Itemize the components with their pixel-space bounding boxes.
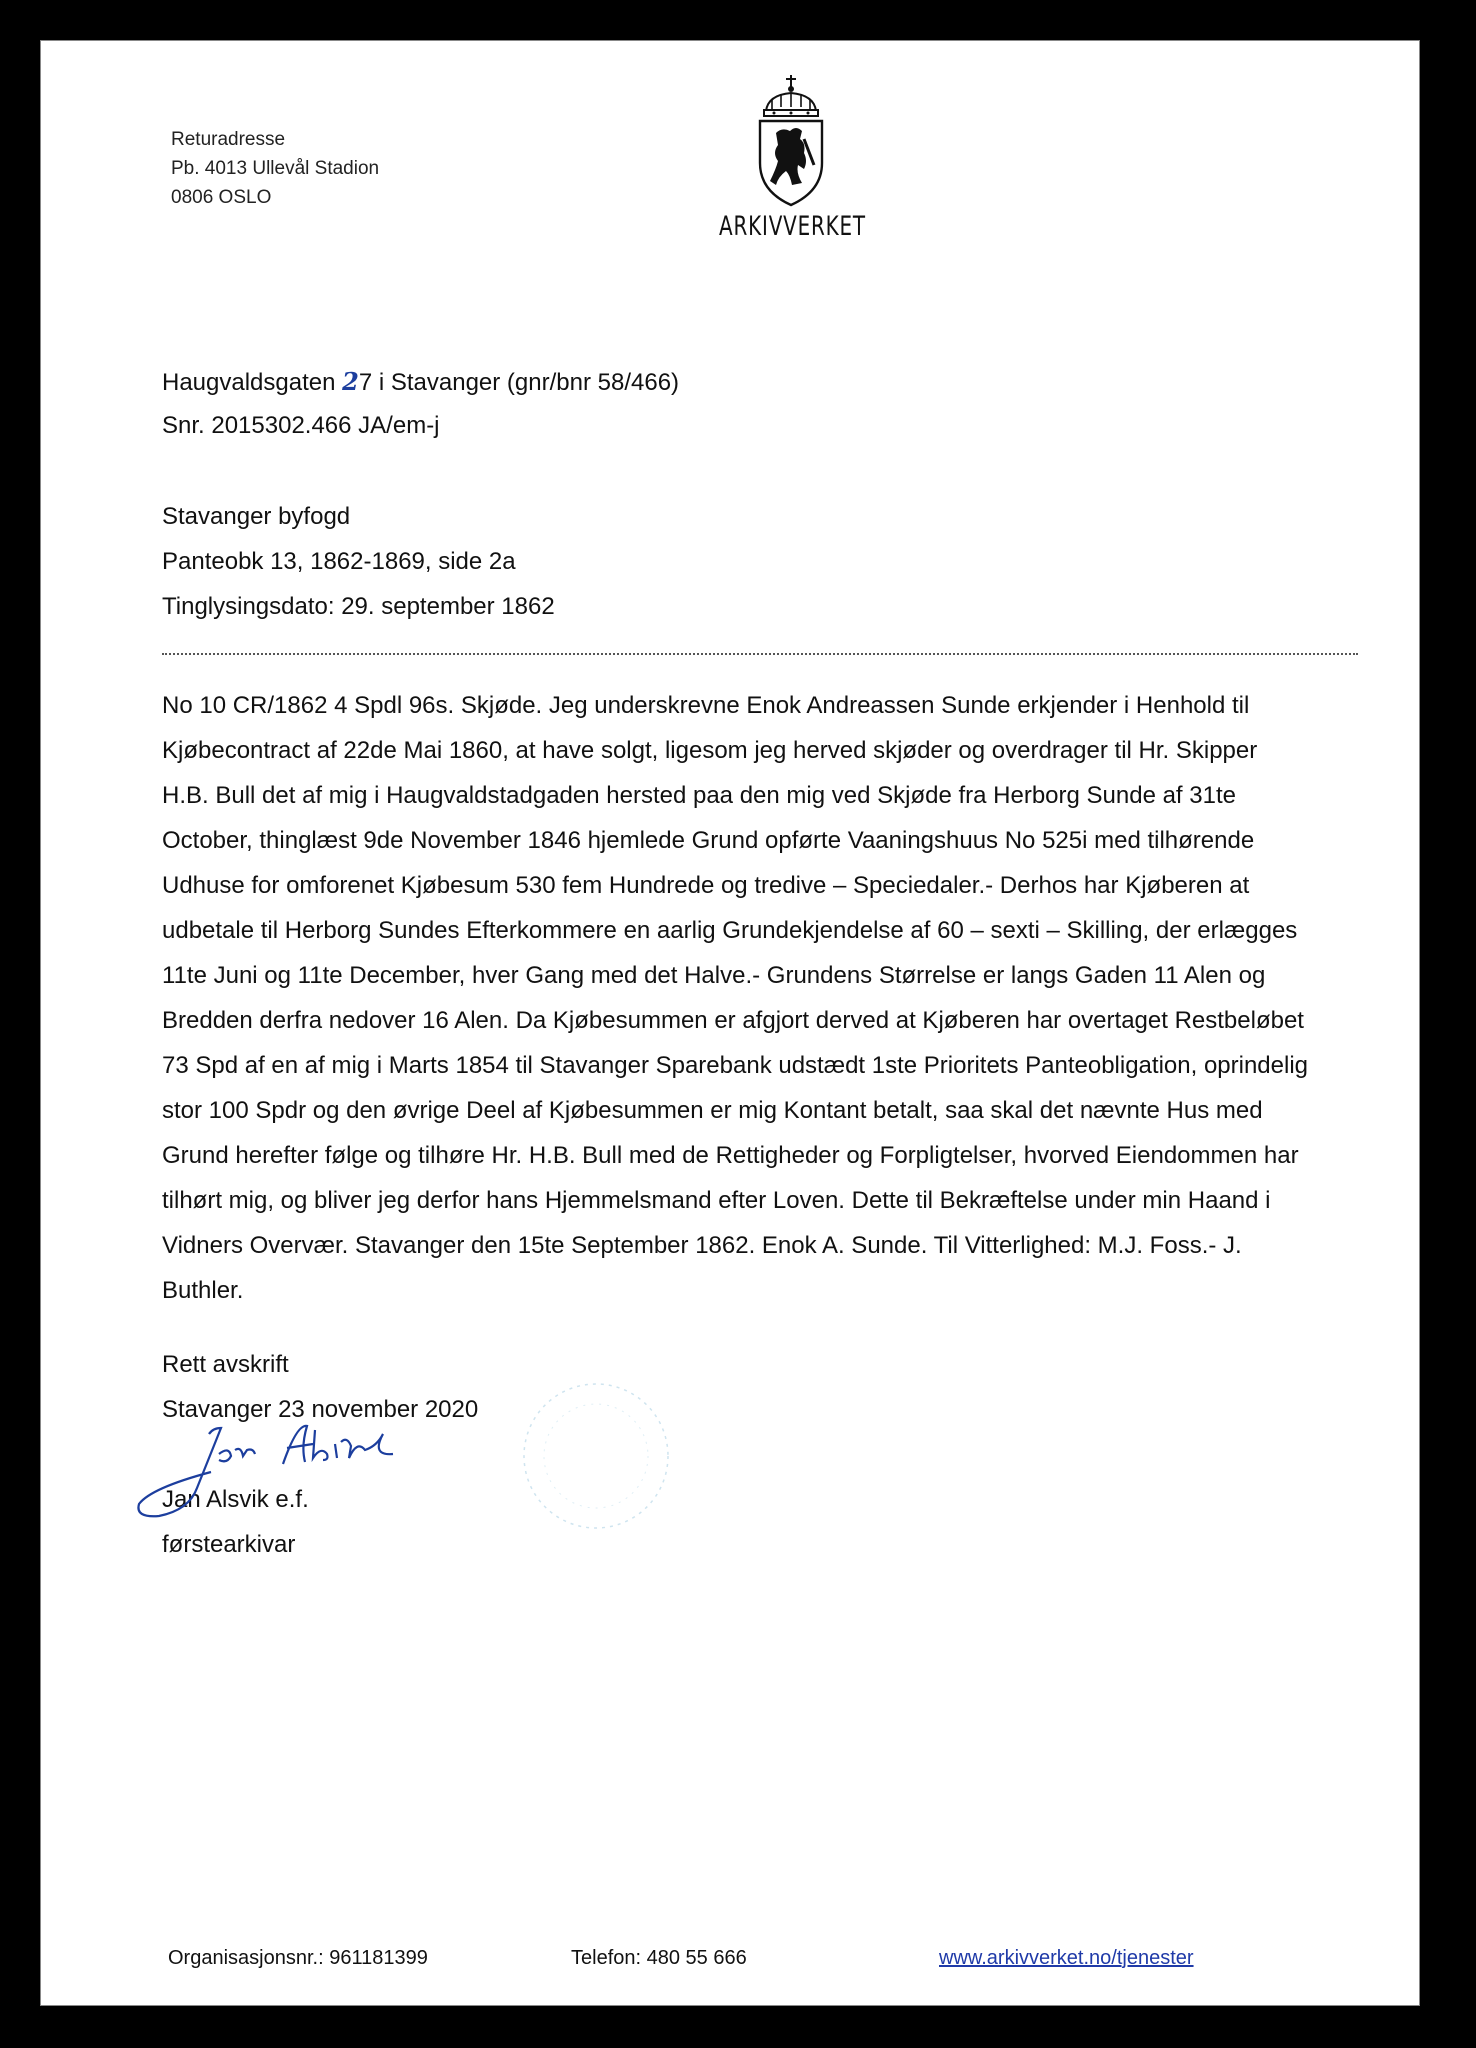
transcript-line: Bredden derfra nedover 16 Alen. Da Kjøbesummen er afgjort derved at Kjøberen har overtaget Restbeløbet xyxy=(162,1007,1304,1034)
transcript-line: Udhuse for omforenet Kjøbesum 530 fem Hundrede og tredive – Speciedaler.- Derhos har Kjøberen at xyxy=(162,872,1250,899)
certified-copy-label: Rett avskrift xyxy=(162,1351,289,1378)
footer-org-number: Organisasjonsnr.: 961181399 xyxy=(168,1947,428,1969)
document-page xyxy=(40,40,1420,2006)
return-address-line1: Pb. 4013 Ullevål Stadion xyxy=(171,158,380,179)
org-name: ARKIVVERKET xyxy=(719,211,866,242)
signer-title: førstearkivar xyxy=(162,1531,296,1558)
transcript-line: tilhørt mig, og bliver jeg derfor hans Hjemmelsmand efter Loven. Dette til Bekræftelse under min Haand i xyxy=(162,1187,1271,1214)
source-court: Stavanger byfogd xyxy=(162,503,351,530)
registration-date: Tinglysingsdato: 29. september 1862 xyxy=(162,593,555,620)
source-book: Panteobk 13, 1862-1869, side 2a xyxy=(162,548,516,575)
transcript-line: Kjøbecontract af 22de Mai 1860, at have solgt, ligesom jeg herved skjøder og overdrager til Hr. Skipper xyxy=(162,737,1258,764)
transcript-line: udbetale til Herborg Sundes Efterkommere en aarlig Grundekjendelse af 60 – sexti – Skilling, der erlægges xyxy=(162,917,1298,944)
transcript-line: 73 Spd af en af mig i Marts 1854 til Stavanger Sparebank udstædt 1ste Prioritets Panteobligation, oprindelig xyxy=(162,1052,1309,1079)
footer-website-link[interactable]: www.arkivverket.no/tjenester xyxy=(939,1947,1194,1969)
signer-name: Jan Alsvik e.f. xyxy=(162,1486,309,1513)
transcript-line: October, thinglæst 9de November 1846 hjemlede Grund opførte Vaaningshuus No 525i med tilhørende xyxy=(162,827,1255,854)
transcript-line: H.B. Bull det af mig i Haugvaldstadgaden hersted paa den mig ved Skjøde fra Herborg Sunde af 31te xyxy=(162,782,1236,809)
address-rest: 7 i Stavanger (gnr/bnr 58/466) xyxy=(358,369,680,396)
faint-stamp xyxy=(511,1371,681,1541)
place-date: Stavanger 23 november 2020 xyxy=(162,1396,479,1423)
handwritten-house-digit: 2 xyxy=(342,367,359,396)
transcript-line: Vidners Overvær. Stavanger den 15te September 1862. Enok A. Sunde. Til Vitterlighed: M.J. Foss.- J. xyxy=(162,1232,1242,1259)
reference-number: Snr. 2015302.466 JA/em-j xyxy=(162,412,440,439)
transcript-line: stor 100 Spdr og den øvrige Deel af Kjøbesummen er mig Kontant betalt, saa skal det nævnte Hus med xyxy=(162,1097,1263,1124)
handwritten-signature xyxy=(101,1406,441,1536)
return-address xyxy=(171,125,379,212)
footer-phone: Telefon: 480 55 666 xyxy=(571,1947,747,1969)
transcript-line: Buthler. xyxy=(162,1277,244,1304)
address-street: Haugvaldsgaten xyxy=(162,369,343,396)
transcript-line: No 10 CR/1862 4 Spdl 96s. Skjøde. Jeg underskrevne Enok Andreassen Sunde erkjender i Henhold til xyxy=(162,692,1250,719)
transcript-line: 11te Juni og 11te December, hver Gang med det Halve.- Grundens Størrelse er langs Gaden 11 Alen og xyxy=(162,962,1266,989)
footer-website[interactable] xyxy=(939,1947,1194,1970)
property-address xyxy=(162,367,679,397)
return-address-label: Returadresse xyxy=(171,129,286,150)
dotted-separator xyxy=(162,653,1358,655)
coat-of-arms-icon xyxy=(748,73,834,209)
transcript-paragraph xyxy=(162,683,1392,1313)
return-address-line2: 0806 OSLO xyxy=(171,187,272,208)
transcript-line: Grund herefter følge og tilhøre Hr. H.B. Bull med de Rettigheder og Forpligtelser, hvorved Eiendommen har xyxy=(162,1142,1299,1169)
